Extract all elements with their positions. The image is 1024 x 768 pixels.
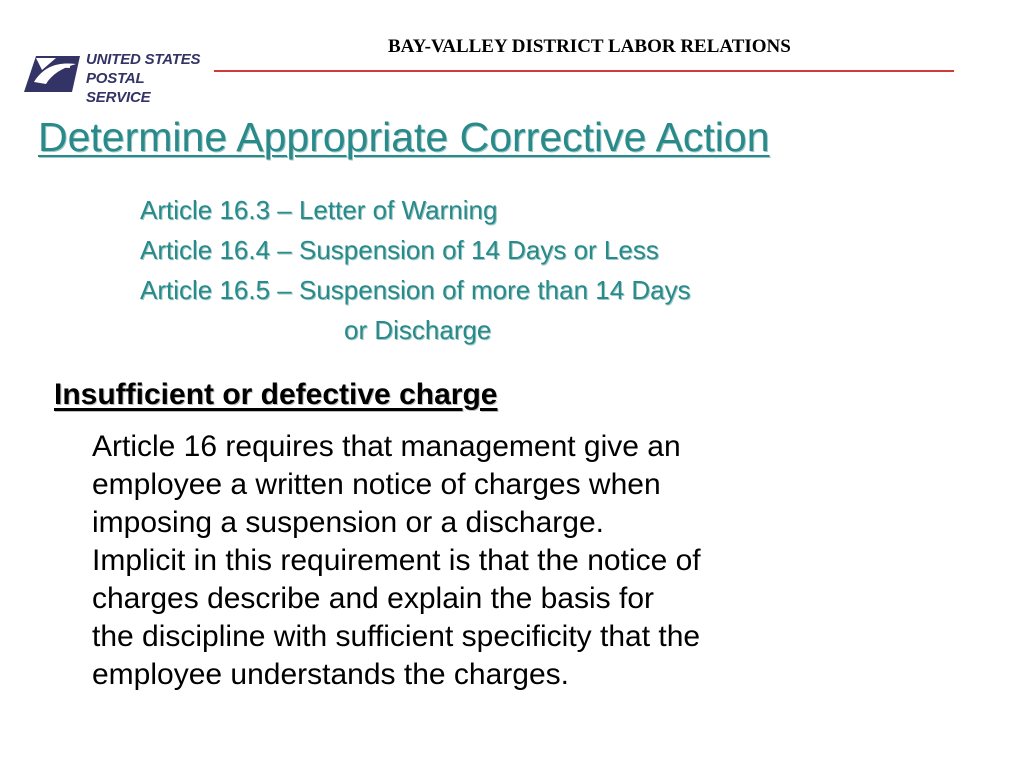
body-paragraph [92,428,701,694]
body-line: charges describe and explain the basis for [92,582,655,615]
article-list [140,190,691,350]
body-line: employee understands the charges. [92,658,569,691]
logo-line-1: UNITED STATES [86,51,201,68]
section-heading: Insufficient or defective charge [54,378,498,411]
body-line: Implicit in this requirement is that the notice of [92,544,701,577]
usps-logo [22,48,212,106]
eagle-icon [22,52,82,96]
body-line: imposing a suspension or a discharge. [92,506,604,539]
header-title: BAY-VALLEY DISTRICT LABOR RELATIONS [388,36,791,57]
article-item: Article 16.4 – Suspension of 14 Days or Less [140,235,659,265]
article-continuation: or Discharge [344,315,492,345]
article-item: Article 16.5 – Suspension of more than 14 Days [140,275,691,305]
article-item: Article 16.3 – Letter of Warning [140,195,498,225]
body-line: Article 16 requires that management give an [92,430,681,463]
slide-title: Determine Appropriate Corrective Action [38,114,770,160]
body-line: employee a written notice of charges when [92,468,661,501]
logo-line-2: POSTAL SERVICE [86,70,151,106]
header-divider [214,70,954,72]
body-line: the discipline with sufficient specificity that the [92,620,701,653]
